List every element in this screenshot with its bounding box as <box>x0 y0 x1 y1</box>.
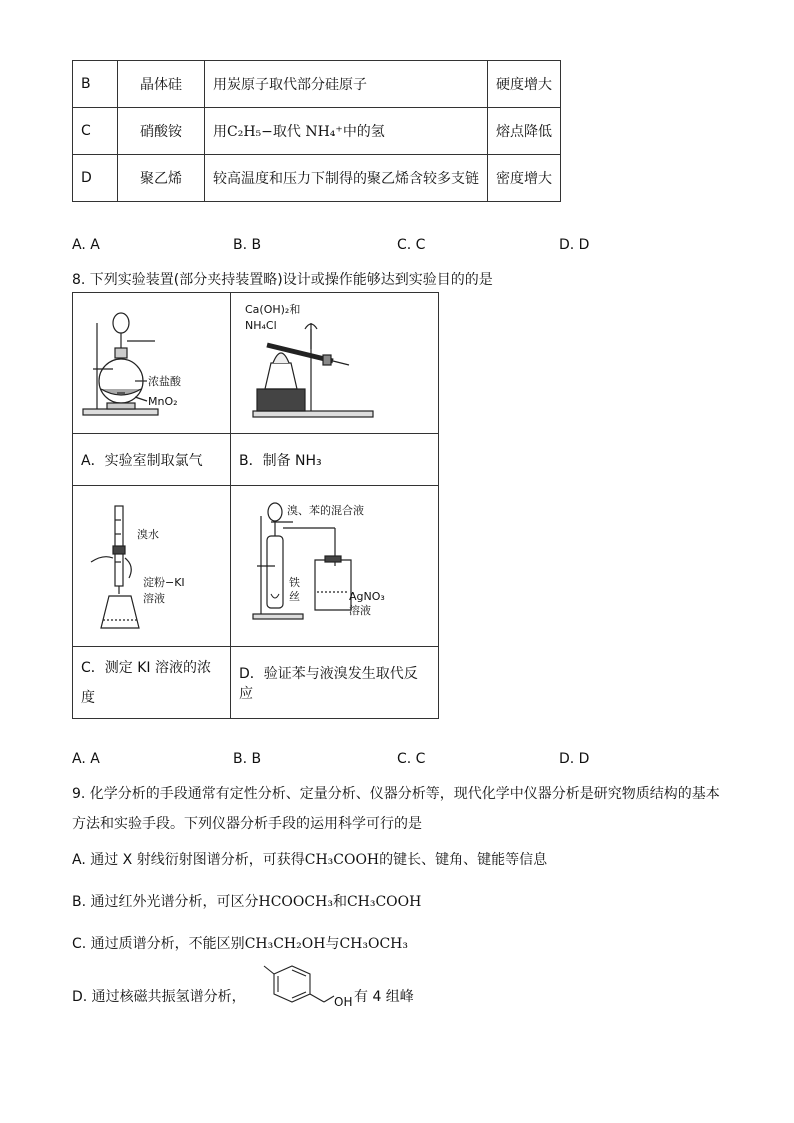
option-c[interactable]: C. C <box>397 237 426 253</box>
option-d[interactable]: D. D <box>559 751 590 767</box>
row-substance: 硝酸铵 <box>118 108 205 155</box>
q9-option-a[interactable] <box>72 849 547 869</box>
label-solution-d: 溶液 <box>349 604 371 617</box>
formula: CH₃CH₂OH <box>244 936 326 952</box>
methylbenzyl-alcohol-structure <box>258 962 368 1012</box>
text-fragment: 的键长、键角、键能等信息 <box>379 852 548 868</box>
formula-ethyl: C₂H₅− <box>227 124 273 140</box>
text-fragment: 取代 <box>272 124 301 140</box>
text-fragment: 和 <box>332 894 347 910</box>
q9-option-b[interactable] <box>72 891 421 911</box>
text-fragment: B. 通过红外光谱分析，可区分 <box>72 894 259 910</box>
table-row <box>73 108 561 155</box>
row-letter: B <box>73 61 118 108</box>
label-acid: 浓盐酸 <box>148 375 181 388</box>
label-starch-ki: 淀粉−KI <box>143 576 185 589</box>
q9-option-c[interactable] <box>72 933 408 953</box>
label-reagent1: Ca(OH)₂和 <box>245 303 301 316</box>
row-change: 较高温度和压力下制得的聚乙烯含较多支链 <box>205 155 488 202</box>
ammonia-apparatus-diagram <box>231 293 438 429</box>
row-substance: 晶体硅 <box>118 61 205 108</box>
apparatus-a-label: A．实验室制取氯气 <box>73 434 231 486</box>
text-fragment: C. 通过质谱分析，不能区别 <box>72 936 245 952</box>
label-wire: 丝 <box>289 590 300 603</box>
option-b[interactable]: B. B <box>233 751 262 767</box>
q8-stem: 8. 下列实验装置(部分夹持装置略)设计或操作能够达到实验目的的是 <box>72 272 493 288</box>
apparatus-c-label <box>73 647 231 719</box>
hydroxyl-label: OH <box>334 995 353 1009</box>
titration-diagram <box>73 486 230 642</box>
row-substance: 聚乙烯 <box>118 155 205 202</box>
formula: CH₃COOH <box>304 852 380 868</box>
row-result: 密度增大 <box>488 155 561 202</box>
text-fragment: A. 通过 X 射线衍射图谱分析，可获得 <box>72 852 305 868</box>
option-c[interactable]: C. C <box>397 751 426 767</box>
formula: HCOOCH₃ <box>258 894 333 910</box>
apparatus-a-cell <box>73 293 231 434</box>
q9-stem-line2: 方法和实验手段。下列仪器分析手段的运用科学可行的是 <box>72 816 422 832</box>
label-silver-nitrate: AgNO₃ <box>349 590 385 603</box>
q9-option-d-suffix: 有 4 组峰 <box>354 989 414 1005</box>
text-fragment: 用 <box>213 124 227 140</box>
label-bromine-water: 溴水 <box>137 528 159 541</box>
apparatus-d-label: D．验证苯与液溴发生取代反应 <box>231 647 439 719</box>
formula: CH₃COOH <box>346 894 422 910</box>
apparatus-b-label: B．制备 NH₃ <box>231 434 439 486</box>
table-row <box>73 434 439 486</box>
apparatus-c-cell <box>73 486 231 647</box>
apparatus-b-cell <box>231 293 439 434</box>
apparatus-d-cell <box>231 486 439 647</box>
row-result: 硬度增大 <box>488 61 561 108</box>
formula-ammonium: NH₄⁺ <box>305 124 343 140</box>
label-line: 度 <box>81 689 95 706</box>
apparatus-table <box>72 292 439 719</box>
q9-option-d[interactable] <box>72 986 246 1006</box>
table-row <box>73 293 439 434</box>
option-b[interactable]: B. B <box>233 237 262 253</box>
row-result: 熔点降低 <box>488 108 561 155</box>
label-solution: 溶液 <box>143 592 165 605</box>
table-row <box>73 155 561 202</box>
options-table <box>72 60 561 202</box>
text-fragment: 中的氢 <box>342 124 385 140</box>
q9-stem-line1: 9. 化学分析的手段通常有定性分析、定量分析、仪器分析等，现代化学中仪器分析是研究物质结构的基本 <box>72 786 720 802</box>
label-iron: 铁 <box>289 576 300 589</box>
table-row <box>73 486 439 647</box>
option-a[interactable]: A. A <box>72 237 100 253</box>
table-row <box>73 647 439 719</box>
row-letter: D <box>73 155 118 202</box>
label-line: C．测定 KI 溶液的浓 <box>81 659 211 676</box>
bromination-diagram <box>231 486 438 642</box>
row-change: 用炭原子取代部分硅原子 <box>205 61 488 108</box>
option-d[interactable]: D. D <box>559 237 590 253</box>
chlorine-apparatus-diagram <box>73 293 230 429</box>
label-reagent2: NH₄Cl <box>245 319 277 332</box>
row-letter: C <box>73 108 118 155</box>
label-bromine-benzene: 溴、苯的混合液 <box>287 504 364 517</box>
label-solid: MnO₂ <box>148 395 178 408</box>
formula: CH₃OCH₃ <box>339 936 408 952</box>
option-a[interactable]: A. A <box>72 751 100 767</box>
row-change <box>205 108 488 155</box>
table-row <box>73 61 561 108</box>
text-fragment: 与 <box>325 936 340 952</box>
text-fragment: D. 通过核磁共振氢谱分析， <box>72 989 246 1005</box>
